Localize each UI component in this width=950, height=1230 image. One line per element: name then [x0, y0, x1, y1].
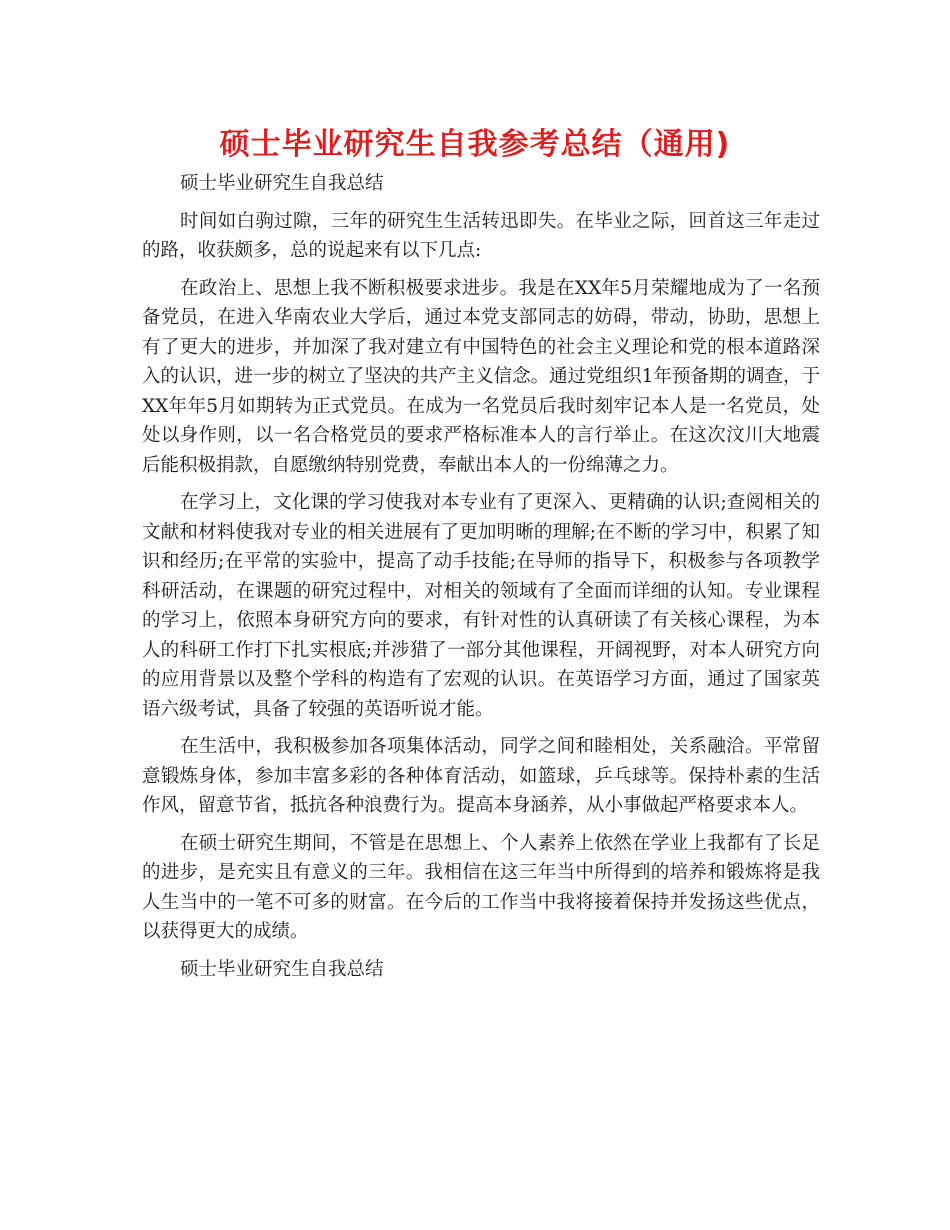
closing-heading: 硕士毕业研究生自我总结 [180, 958, 384, 980]
document-body [142, 169, 820, 984]
paragraph-intro: 时间如白驹过隙，三年的研究生生活转迅即失。在毕业之际，回首这三年走过的路，收获颇多，总的说起来有以下几点: [142, 210, 820, 261]
paragraph-life: 在生活中，我积极参加各项集体活动，同学之间和睦相处，关系融洽。平常留意锻炼身体，参加丰富多彩的各种体育活动，如篮球，乒乓球等。保持朴素的生活作风，留意节省，抵抗各种浪费行为。提高本身涵养，从小事做起严格要求本人。 [142, 736, 820, 816]
document-title: 硕士毕业研究生自我参考总结（通用) [219, 127, 731, 162]
paragraph-politics: 在政治上、思想上我不断积极要求进步。我是在XX年5月荣耀地成为了一名预备党员，在进入华南农业大学后，通过本党支部同志的妨碍，带动，协助，思想上有了更大的进步，并加深了我对建立有中国特色的社会主义理论和党的根本道路深入的认识，进一步的树立了坚决的共产主义信念。通过党组织1年预备期的调查，于XX年年5月如期转为正式党员。在成为一名党员后我时刻牢记本人是一名党员，处处以身作则，以一名合格党员的要求严格标准本人的言行举止。在这次汶川大地震后能积极捐款，自愿缴纳特别党费，奉献出本人的一份绵薄之力。 [142, 277, 820, 476]
subtitle: 硕士毕业研究生自我总结 [180, 173, 384, 194]
paragraph-conclusion: 在硕士研究生期间，不管是在思想上、个人素养上依然在学业上我都有了长足的进步，是充实且有意义的三年。我相信在这三年当中所得到的培养和锻炼将是我人生当中的一笔不可多的财富。在今后的工作当中我将接着保持并发扬这些优点，以获得更大的成绩。 [142, 832, 820, 942]
paragraph-study: 在学习上，文化课的学习使我对本专业有了更深入、更精确的认识;查阅相关的文献和材料使我对专业的相关进展有了更加明晰的理解;在不断的学习中，积累了知识和经历;在平常的实验中，提高了动手技能;在导师的指导下，积极参与各项教学科研活动，在课题的研究过程中，对相关的领域有了全面而详细的认知。专业课程的学习上，依照本身研究方向的要求，有针对性的认真研读了有关核心课程，为本人的科研工作打下扎实根底;并涉猎了一部分其他课程，开阔视野，对本人研究方向的应用背景以及整个学科的构造有了宏观的认识。在英语学习方面，通过了国家英语六级考试，具备了较强的英语听说才能。 [142, 492, 820, 720]
